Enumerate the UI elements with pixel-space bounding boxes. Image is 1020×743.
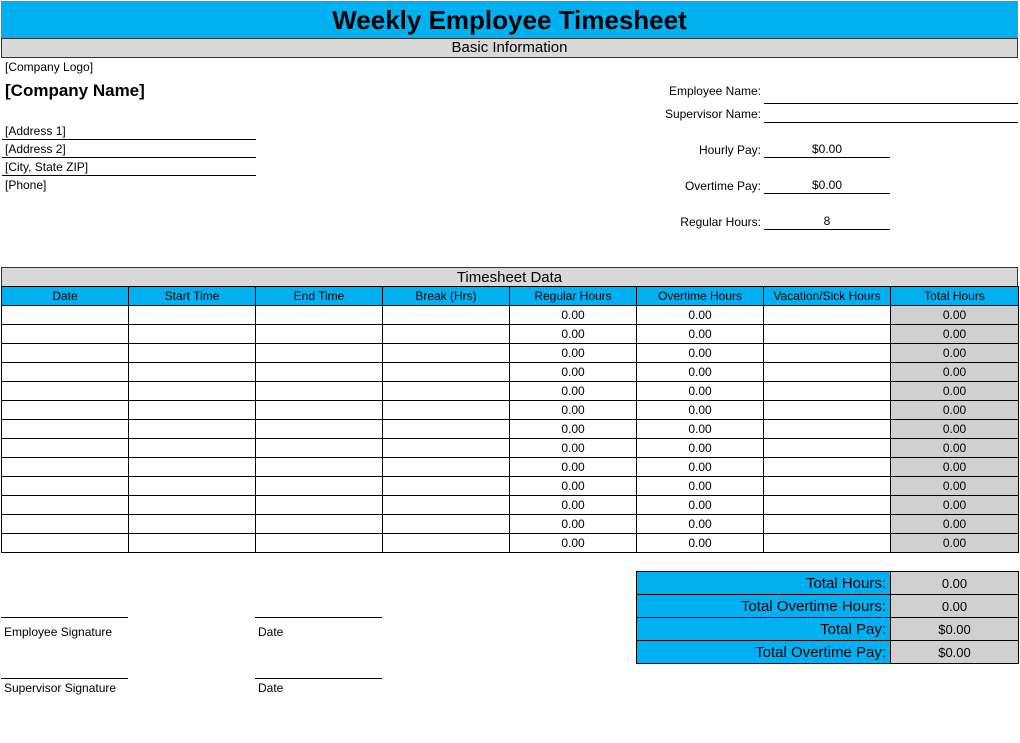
totals-row: [637, 595, 1019, 618]
table-cell[interactable]: 0.00: [510, 382, 637, 401]
basic-information-header: Basic Information: [1, 38, 1018, 58]
table-cell[interactable]: 0.00: [510, 439, 637, 458]
table-cell[interactable]: 0.00: [510, 401, 637, 420]
table-cell[interactable]: [383, 420, 510, 439]
table-cell[interactable]: [256, 344, 383, 363]
table-cell[interactable]: 0.00: [891, 534, 1019, 553]
table-cell[interactable]: [383, 458, 510, 477]
supervisor-name-field[interactable]: [764, 106, 1018, 123]
table-cell[interactable]: 0.00: [891, 496, 1019, 515]
table-cell[interactable]: [764, 515, 891, 534]
address-1-field[interactable]: [Address 1]: [2, 124, 256, 140]
table-row: [2, 515, 1019, 534]
table-cell[interactable]: 0.00: [891, 458, 1019, 477]
phone-field[interactable]: [Phone]: [5, 178, 47, 192]
table-cell[interactable]: 0.00: [510, 325, 637, 344]
table-cell[interactable]: [256, 477, 383, 496]
table-cell[interactable]: [256, 382, 383, 401]
table-cell[interactable]: [129, 420, 256, 439]
table-cell[interactable]: 0.00: [510, 363, 637, 382]
table-cell[interactable]: 0.00: [510, 534, 637, 553]
table-cell[interactable]: [764, 363, 891, 382]
table-cell[interactable]: [764, 458, 891, 477]
table-cell[interactable]: [2, 344, 129, 363]
company-name[interactable]: [Company Name]: [5, 81, 145, 100]
table-cell[interactable]: [129, 401, 256, 420]
table-cell[interactable]: [256, 401, 383, 420]
table-cell[interactable]: 0.00: [637, 382, 764, 401]
table-cell[interactable]: [256, 325, 383, 344]
table-row: [2, 401, 1019, 420]
overtime-pay-label: Overtime Pay:: [684, 179, 761, 193]
totals-label: Total Hours:: [637, 572, 891, 595]
table-cell[interactable]: [383, 401, 510, 420]
table-cell[interactable]: [129, 477, 256, 496]
table-cell[interactable]: 0.00: [510, 477, 637, 496]
table-cell[interactable]: [256, 458, 383, 477]
regular-hours-field[interactable]: 8: [764, 214, 890, 230]
table-cell[interactable]: [129, 496, 256, 515]
table-cell[interactable]: [764, 401, 891, 420]
table-row: [2, 344, 1019, 363]
table-row: [2, 496, 1019, 515]
table-cell[interactable]: [2, 458, 129, 477]
table-cell[interactable]: [2, 439, 129, 458]
table-cell[interactable]: 0.00: [891, 325, 1019, 344]
hourly-pay-label: Hourly Pay:: [698, 143, 761, 157]
table-cell[interactable]: 0.00: [510, 515, 637, 534]
employee-signature-line[interactable]: [1, 603, 128, 618]
table-cell[interactable]: 0.00: [891, 363, 1019, 382]
table-cell[interactable]: 0.00: [637, 420, 764, 439]
table-cell[interactable]: [383, 382, 510, 401]
table-cell[interactable]: [256, 534, 383, 553]
table-cell[interactable]: 0.00: [891, 344, 1019, 363]
table-cell[interactable]: [129, 382, 256, 401]
totals-row: [637, 618, 1019, 641]
hourly-pay-field[interactable]: $0.00: [764, 142, 890, 158]
table-cell[interactable]: [2, 477, 129, 496]
table-row: [2, 306, 1019, 325]
table-cell[interactable]: [256, 363, 383, 382]
table-cell[interactable]: [383, 496, 510, 515]
table-cell[interactable]: [129, 363, 256, 382]
table-row: [2, 439, 1019, 458]
table-cell[interactable]: [2, 306, 129, 325]
timesheet-header-row: [2, 287, 1019, 306]
table-row: [2, 325, 1019, 344]
column-header-regular-hours: Regular Hours: [510, 287, 637, 306]
table-cell[interactable]: 0.00: [891, 439, 1019, 458]
table-row: [2, 363, 1019, 382]
table-cell[interactable]: 0.00: [510, 344, 637, 363]
page-title: Weekly Employee Timesheet: [1, 1, 1018, 38]
regular-hours-label: Regular Hours:: [680, 215, 761, 229]
totals-label: Total Overtime Hours:: [637, 595, 891, 618]
employee-signature-label: Employee Signature: [4, 625, 113, 639]
table-cell[interactable]: 0.00: [637, 325, 764, 344]
column-header-date: Date: [2, 287, 129, 306]
table-cell[interactable]: [764, 439, 891, 458]
table-cell[interactable]: 0.00: [510, 496, 637, 515]
table-cell[interactable]: [256, 306, 383, 325]
table-cell[interactable]: [383, 515, 510, 534]
table-cell[interactable]: [129, 439, 256, 458]
table-cell[interactable]: [2, 401, 129, 420]
column-header-vacation-sick-hours: Vacation/Sick Hours: [764, 287, 891, 306]
table-cell[interactable]: [764, 534, 891, 553]
table-cell[interactable]: [2, 420, 129, 439]
totals-value: $0.00: [891, 641, 1019, 664]
totals-row: [637, 641, 1019, 664]
table-cell[interactable]: 0.00: [637, 401, 764, 420]
table-cell[interactable]: [256, 515, 383, 534]
table-cell[interactable]: [129, 534, 256, 553]
table-cell[interactable]: [383, 325, 510, 344]
table-row: [2, 382, 1019, 401]
column-header-start-time: Start Time: [129, 287, 256, 306]
timesheet-data-header: Timesheet Data: [1, 267, 1018, 287]
table-cell[interactable]: [129, 515, 256, 534]
supervisor-signature-line[interactable]: [1, 664, 128, 679]
city-state-zip-field[interactable]: [City, State ZIP]: [2, 160, 256, 176]
table-cell[interactable]: [764, 477, 891, 496]
table-cell[interactable]: 0.00: [637, 363, 764, 382]
table-cell[interactable]: [764, 420, 891, 439]
table-cell[interactable]: [129, 325, 256, 344]
table-row: [2, 477, 1019, 496]
supervisor-signature-label: Supervisor Signature: [4, 681, 117, 695]
address-2-field[interactable]: [Address 2]: [2, 142, 256, 158]
table-cell[interactable]: [2, 496, 129, 515]
table-row: [2, 420, 1019, 439]
table-cell[interactable]: 0.00: [637, 344, 764, 363]
table-cell[interactable]: 0.00: [637, 534, 764, 553]
table-cell[interactable]: 0.00: [891, 515, 1019, 534]
table-cell[interactable]: 0.00: [510, 458, 637, 477]
table-cell[interactable]: 0.00: [891, 382, 1019, 401]
table-cell[interactable]: [383, 363, 510, 382]
table-cell[interactable]: [764, 344, 891, 363]
table-cell[interactable]: [256, 496, 383, 515]
column-header-break: Break (Hrs): [383, 287, 510, 306]
employee-date-label: Date: [258, 625, 284, 639]
table-cell[interactable]: [129, 306, 256, 325]
table-cell[interactable]: 0.00: [637, 458, 764, 477]
table-cell[interactable]: [2, 325, 129, 344]
table-cell[interactable]: 0.00: [637, 477, 764, 496]
totals-row: [637, 572, 1019, 595]
table-cell[interactable]: [383, 344, 510, 363]
table-cell[interactable]: [764, 325, 891, 344]
table-cell[interactable]: 0.00: [510, 306, 637, 325]
column-header-total-hours: Total Hours: [891, 287, 1019, 306]
table-cell[interactable]: 0.00: [637, 496, 764, 515]
table-cell[interactable]: 0.00: [510, 420, 637, 439]
table-cell[interactable]: [764, 306, 891, 325]
table-cell[interactable]: [764, 496, 891, 515]
table-cell[interactable]: [764, 382, 891, 401]
supervisor-date-label: Date: [258, 681, 284, 695]
totals-value: 0.00: [891, 595, 1019, 618]
table-cell[interactable]: [2, 363, 129, 382]
column-header-end-time: End Time: [256, 287, 383, 306]
supervisor-name-label: Supervisor Name:: [664, 107, 761, 121]
employee-date-line[interactable]: [255, 603, 382, 618]
table-cell[interactable]: 0.00: [637, 515, 764, 534]
employee-name-label: Employee Name:: [668, 84, 761, 98]
table-cell[interactable]: [383, 477, 510, 496]
employee-name-field[interactable]: [764, 84, 1018, 104]
overtime-pay-field[interactable]: $0.00: [764, 178, 890, 194]
table-cell[interactable]: [2, 515, 129, 534]
company-logo-placeholder[interactable]: [Company Logo]: [5, 60, 94, 74]
table-cell[interactable]: [256, 439, 383, 458]
table-cell[interactable]: 0.00: [637, 439, 764, 458]
table-cell[interactable]: [129, 458, 256, 477]
table-row: [2, 534, 1019, 553]
totals-label: Total Overtime Pay:: [637, 641, 891, 664]
totals-value: 0.00: [891, 572, 1019, 595]
table-cell[interactable]: 0.00: [637, 306, 764, 325]
timesheet-table: [1, 286, 1019, 553]
totals-label: Total Pay:: [637, 618, 891, 641]
table-cell[interactable]: 0.00: [891, 477, 1019, 496]
table-cell[interactable]: [383, 306, 510, 325]
table-cell[interactable]: 0.00: [891, 420, 1019, 439]
table-cell[interactable]: [256, 420, 383, 439]
table-cell[interactable]: [383, 534, 510, 553]
table-cell[interactable]: 0.00: [891, 306, 1019, 325]
table-cell[interactable]: [2, 382, 129, 401]
table-cell[interactable]: [129, 344, 256, 363]
table-cell[interactable]: 0.00: [891, 401, 1019, 420]
supervisor-date-line[interactable]: [255, 664, 382, 679]
totals-table: [636, 571, 1019, 664]
totals-value: $0.00: [891, 618, 1019, 641]
table-row: [2, 458, 1019, 477]
table-cell[interactable]: [383, 439, 510, 458]
table-cell[interactable]: [2, 534, 129, 553]
column-header-overtime-hours: Overtime Hours: [637, 287, 764, 306]
